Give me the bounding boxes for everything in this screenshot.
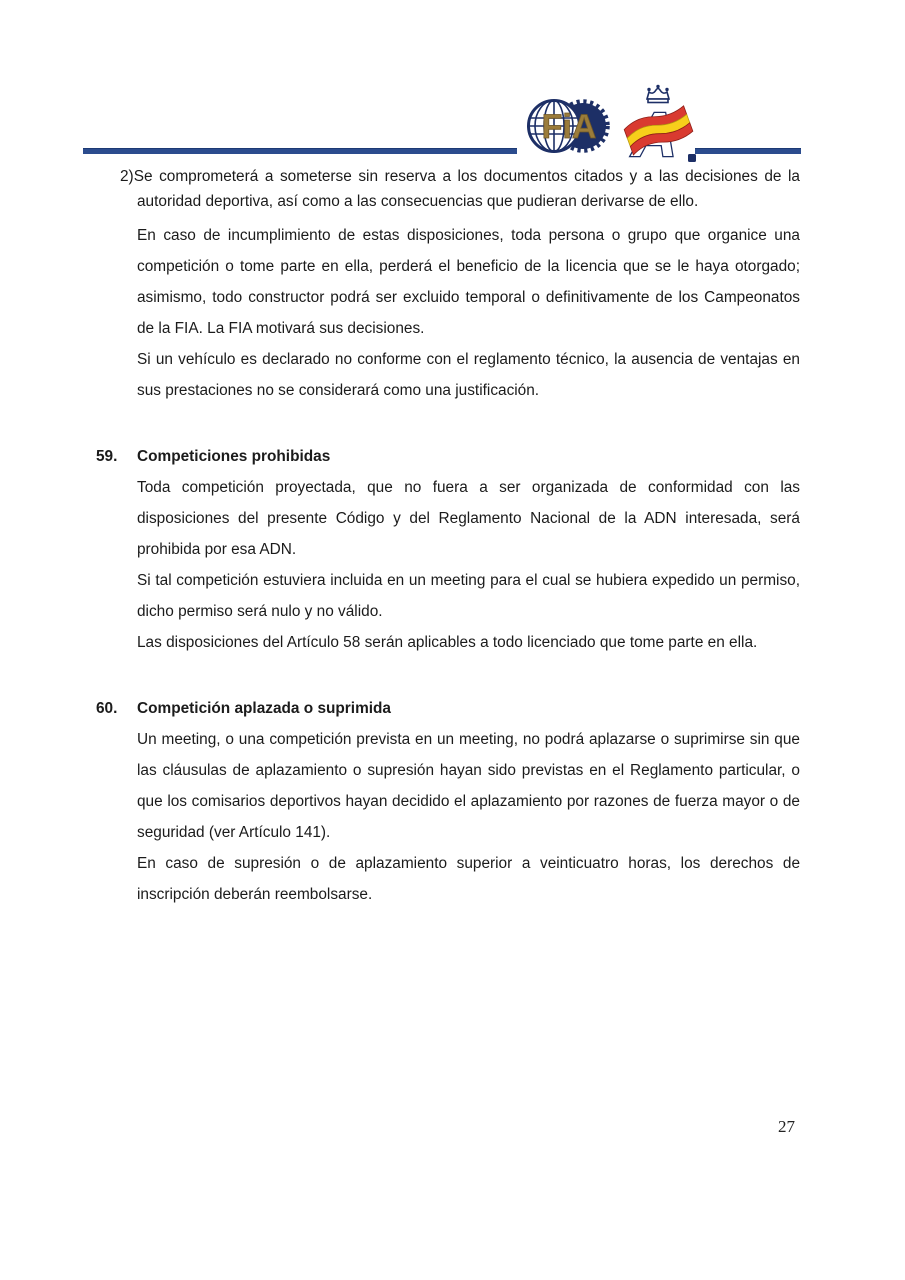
clause-2-marker: 2) — [120, 168, 134, 185]
article-59-number: 59. — [96, 448, 118, 465]
clause-2-paragraph — [120, 164, 800, 214]
intro-paragraph-1: En caso de incumplimiento de estas disposiciones, toda persona o grupo que organice una competición o tome parte en ella, perderá el beneficio de la licencia que se le haya otorgado; asimismo, todo constructor podrá ser excluido temporal o definitivamente de los Campeonatos de la FIA. La FIA motivará sus decisiones. — [137, 227, 800, 337]
rfeda-dot — [688, 154, 696, 162]
intro-paragraph-2: Si un vehículo es declarado no conforme con el reglamento técnico, la ausencia de ventajas en sus prestaciones no se considerará como una justificación. — [137, 351, 800, 399]
page-number: 27 — [778, 1117, 795, 1136]
clause-2-text: Se comprometerá a someterse sin reserva a los documentos citados y a las decisiones de la autoridad deportiva, así como a las consecuencias que pudieran derivarse de ello. — [133, 168, 800, 210]
article-59-paragraph-3: Las disposiciones del Artículo 58 serán aplicables a todo licenciado que tome parte en ella. — [137, 634, 758, 651]
article-60-heading — [96, 693, 800, 724]
article-59-paragraph-2: Si tal competición estuviera incluida en un meeting para el cual se hubiera expedido un permiso, dicho permiso será nulo y no válido. — [137, 572, 800, 620]
article-60-paragraph-2: En caso de supresión o de aplazamiento superior a veinticuatro horas, los derechos de inscripción deberán reembolsarse. — [137, 855, 800, 903]
article-59-paragraph-1: Toda competición proyectada, que no fuera a ser organizada de conformidad con las disposiciones del presente Código y del Reglamento Nacional de la ADN interesada, será prohibida por esa ADN. — [137, 479, 800, 558]
article-60-number: 60. — [96, 700, 118, 717]
fia-logo — [527, 93, 611, 159]
article-60-paragraph-1: Un meeting, o una competición prevista en un meeting, no podrá aplazarse o suprimirse sin que las cláusulas de aplazamiento o supresión hayan sido previstas en el Reglamento particular, o que los comisarios deportivos hayan decidido el aplazamiento por razones de fuerza mayor o de seguridad (ver Artículo 141). — [137, 731, 800, 841]
header-rule-right — [695, 148, 801, 154]
header-rule-left — [83, 148, 517, 154]
crown-icon — [647, 85, 669, 103]
fia-logo-text: FiA — [541, 108, 597, 146]
article-60-title: Competición aplazada o suprimida — [137, 700, 391, 717]
document-body — [96, 164, 800, 910]
article-59-heading — [96, 441, 800, 472]
article-59-title: Competiciones prohibidas — [137, 448, 331, 465]
rfeda-logo — [618, 84, 698, 164]
